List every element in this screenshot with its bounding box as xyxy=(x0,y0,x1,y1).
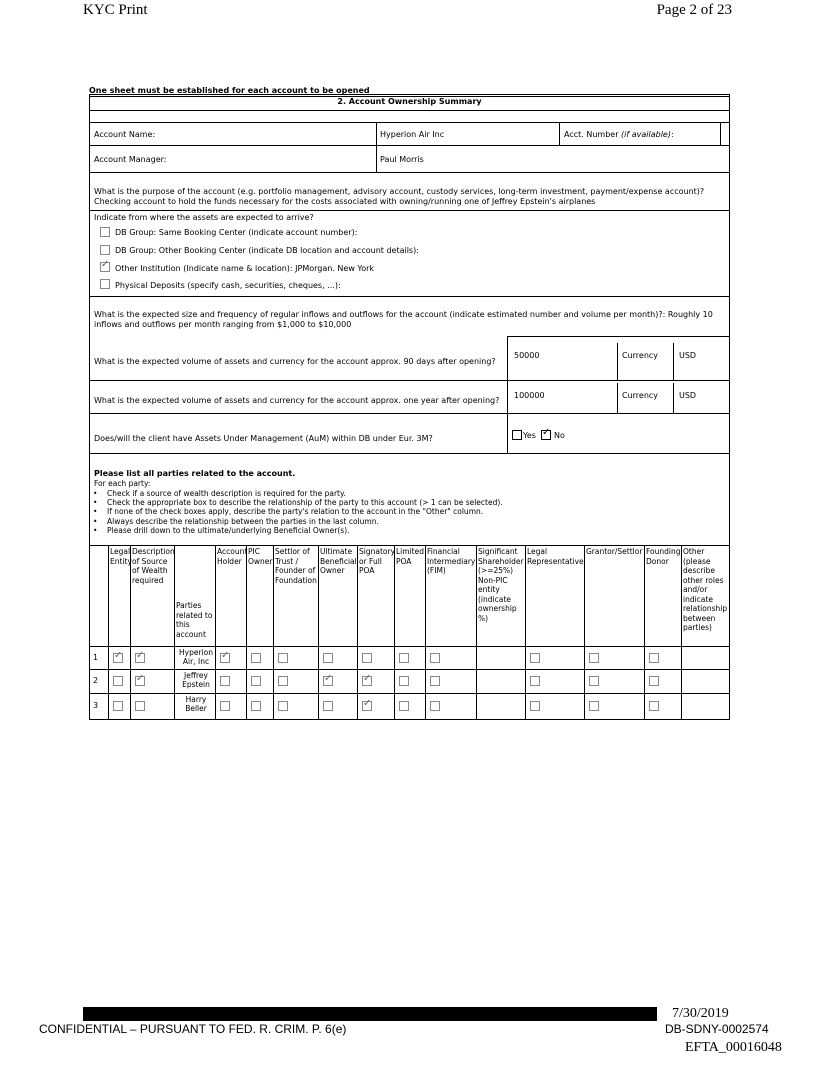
column-header-legal: Legal Entity xyxy=(110,547,132,566)
column-header-ubo: Ultimate Beneficial Owner xyxy=(320,547,357,575)
table-rule xyxy=(476,545,477,719)
assets-origin-question: Indicate from where the assets are expected to arrive? xyxy=(94,213,314,222)
table-rule xyxy=(89,693,730,694)
checkbox-fim[interactable] xyxy=(430,653,440,663)
column-header-parties: Parties related to this account xyxy=(176,601,213,639)
parties-for-each: For each party: xyxy=(94,479,151,488)
section-title: 2. Account Ownership Summary xyxy=(337,97,482,106)
checkbox-fim[interactable] xyxy=(430,676,440,686)
volume-90-question: What is the expected volume of assets and currency for the account approx. 90 days after opening? xyxy=(94,357,496,366)
table-rule xyxy=(130,545,131,719)
confidential-notice: CONFIDENTIAL – PURSUANT TO FED. R. CRIM. P. 6(e) xyxy=(39,1022,347,1036)
sheet-note: One sheet must be established for each account to be opened xyxy=(89,86,370,95)
account-name-label: Account Name: xyxy=(94,130,156,139)
volume-year-question: What is the expected volume of assets and currency for the account approx. one year after opening? xyxy=(94,396,500,405)
account-name-value: Hyperion Air Inc xyxy=(380,130,445,139)
parties-title: Please list all parties related to the account. xyxy=(94,469,296,478)
column-header-founding: Founding Donor xyxy=(646,547,681,566)
redaction-bar xyxy=(83,1007,657,1021)
column-header-limited: Limited POA xyxy=(396,547,424,566)
volume-90-amount: 50000 xyxy=(514,351,540,360)
aum-no-checkbox[interactable] xyxy=(541,430,551,440)
row-number: 2 xyxy=(93,676,99,685)
volume-year-amount: 100000 xyxy=(514,391,545,400)
option-other-booking-center: DB Group: Other Booking Center (indicate DB location and account details): xyxy=(115,246,419,255)
table-rule xyxy=(425,545,426,719)
table-rule xyxy=(89,719,730,720)
table-rule xyxy=(215,545,216,719)
table-rule xyxy=(357,545,358,719)
parties-instructions xyxy=(93,489,503,535)
instruction-item: • Check the appropriate box to describe the relationship of the party to this account (> 1 can be selected). xyxy=(93,498,503,507)
table-rule xyxy=(108,545,109,719)
option-other-institution: Other Institution (Indicate name & location): JPMorgan. New York xyxy=(115,264,375,273)
volume-90-currency-label: Currency xyxy=(622,351,659,360)
checkbox-same-booking-center[interactable] xyxy=(100,227,110,237)
table-rule xyxy=(89,545,730,546)
checkbox-holder[interactable] xyxy=(220,676,230,686)
header-left: KYC Print xyxy=(83,2,148,18)
checkbox-legalrep[interactable] xyxy=(530,653,540,663)
table-rule xyxy=(89,646,730,647)
column-header-holder: Account Holder xyxy=(217,547,248,566)
checkbox-founding[interactable] xyxy=(649,676,659,686)
aum-no-label: No xyxy=(554,431,565,440)
instruction-item: • Please drill down to the ultimate/underlying Beneficial Owner(s). xyxy=(93,526,503,535)
column-header-settlor: Settlor of Trust / Founder of Foundation xyxy=(275,547,317,585)
footer-date: 7/30/2019 xyxy=(672,1006,729,1021)
checkbox-founding[interactable] xyxy=(649,653,659,663)
checkbox-other-institution[interactable] xyxy=(100,262,110,272)
aum-question: Does/will the client have Assets Under Management (AuM) within DB under Eur. 3M? xyxy=(94,434,433,443)
party-name: Jeffrey Epstein xyxy=(182,671,210,689)
checkbox-ubo[interactable] xyxy=(323,676,333,686)
column-header-sow: Description of Source of Wealth required xyxy=(132,547,175,585)
instruction-item: • Always describe the relationship between the parties in the last column. xyxy=(93,517,503,526)
account-manager-value: Paul Morris xyxy=(380,155,424,164)
checkbox-sow[interactable] xyxy=(135,701,145,711)
column-header-grantor: Grantor/Settlor xyxy=(586,547,643,556)
option-physical-deposits: Physical Deposits (specify cash, securities, cheques, ...): xyxy=(115,281,341,290)
column-header-pic: PIC Owner xyxy=(248,547,273,566)
party-name: Hyperion Air, Inc xyxy=(179,648,213,666)
checkbox-holder[interactable] xyxy=(220,701,230,711)
flows-text: What is the expected size and frequency of regular inflows and outflows for the account (indicate estimated number and volume per month)?: Roughly 10 inflows and outflows per month ranging from $1,000 to $10,000 xyxy=(94,310,713,329)
checkbox-pic[interactable] xyxy=(251,701,261,711)
table-rule xyxy=(394,545,395,719)
efta-number: EFTA_00016048 xyxy=(685,1040,782,1055)
checkbox-legalrep[interactable] xyxy=(530,701,540,711)
column-header-legalrep: Legal Representative xyxy=(527,547,584,566)
checkbox-settlor[interactable] xyxy=(278,676,288,686)
account-manager-label: Account Manager: xyxy=(94,155,167,164)
checkbox-pic[interactable] xyxy=(251,653,261,663)
checkbox-fim[interactable] xyxy=(430,701,440,711)
table-rule xyxy=(525,545,526,719)
checkbox-signatory[interactable] xyxy=(362,676,372,686)
aum-yes-checkbox[interactable] xyxy=(512,430,522,440)
instruction-item: • If none of the check boxes apply, describe the party's relation to the account in the "Other" column. xyxy=(93,507,503,516)
checkbox-pic[interactable] xyxy=(251,676,261,686)
volume-year-currency-label: Currency xyxy=(622,391,659,400)
table-rule xyxy=(584,545,585,719)
table-rule xyxy=(681,545,682,719)
checkbox-holder[interactable] xyxy=(220,653,230,663)
table-rule xyxy=(318,545,319,719)
checkbox-legal[interactable] xyxy=(113,653,123,663)
checkbox-ubo[interactable] xyxy=(323,701,333,711)
volume-year-currency: USD xyxy=(679,391,697,400)
column-header-other: Other (please describe other roles and/or indicate relationship between parties) xyxy=(683,547,728,632)
aum-yes-label: Yes xyxy=(523,431,536,440)
checkbox-sow[interactable] xyxy=(135,653,145,663)
table-rule xyxy=(644,545,645,719)
table-rule xyxy=(174,545,175,719)
row-number: 3 xyxy=(93,701,99,710)
checkbox-grantor[interactable] xyxy=(589,676,599,686)
checkbox-founding[interactable] xyxy=(649,701,659,711)
checkbox-ubo[interactable] xyxy=(323,653,333,663)
column-header-fim: Financial Intermediary (FIM) xyxy=(427,547,476,575)
option-same-booking-center: DB Group: Same Booking Center (indicate account number): xyxy=(115,228,358,237)
checkbox-sow[interactable] xyxy=(135,676,145,686)
checkbox-limited[interactable] xyxy=(399,676,409,686)
volume-90-currency: USD xyxy=(679,351,697,360)
checkbox-legalrep[interactable] xyxy=(530,676,540,686)
checkbox-signatory[interactable] xyxy=(362,653,372,663)
checkbox-physical-deposits[interactable] xyxy=(100,279,110,289)
page-number: Page 2 of 23 xyxy=(656,2,732,18)
checkbox-other-booking-center[interactable] xyxy=(100,245,110,255)
row-number: 1 xyxy=(93,652,99,662)
checkbox-limited[interactable] xyxy=(399,701,409,711)
purpose-text: What is the purpose of the account (e.g. portfolio management, advisory account, custody services, long-term investment, payment/expense account)? Checking account to hold the funds necessary for the costs associated with owning/running one of Jeffrey Epstein's airplanes xyxy=(94,187,705,206)
instruction-item: • Check if a source of wealth description is required for the party. xyxy=(93,489,503,498)
checkbox-legal[interactable] xyxy=(113,701,123,711)
table-rule xyxy=(246,545,247,719)
table-rule xyxy=(89,669,730,670)
table-rule xyxy=(273,545,274,719)
checkbox-signatory[interactable] xyxy=(362,701,372,711)
party-name: Harry Beller xyxy=(185,695,207,713)
acct-number-label: Acct. Number (if available): xyxy=(564,130,674,139)
column-header-signatory: Signatory or Full POA xyxy=(359,547,396,575)
checkbox-limited[interactable] xyxy=(399,653,409,663)
bates-number: DB-SDNY-0002574 xyxy=(665,1022,769,1036)
checkbox-settlor[interactable] xyxy=(278,653,288,663)
checkbox-legal[interactable] xyxy=(113,676,123,686)
checkbox-grantor[interactable] xyxy=(589,701,599,711)
checkbox-grantor[interactable] xyxy=(589,653,599,663)
checkbox-settlor[interactable] xyxy=(278,701,288,711)
column-header-significant: Significant Shareholder (>=25%) Non-PIC entity (indicate ownership %) xyxy=(478,547,524,623)
